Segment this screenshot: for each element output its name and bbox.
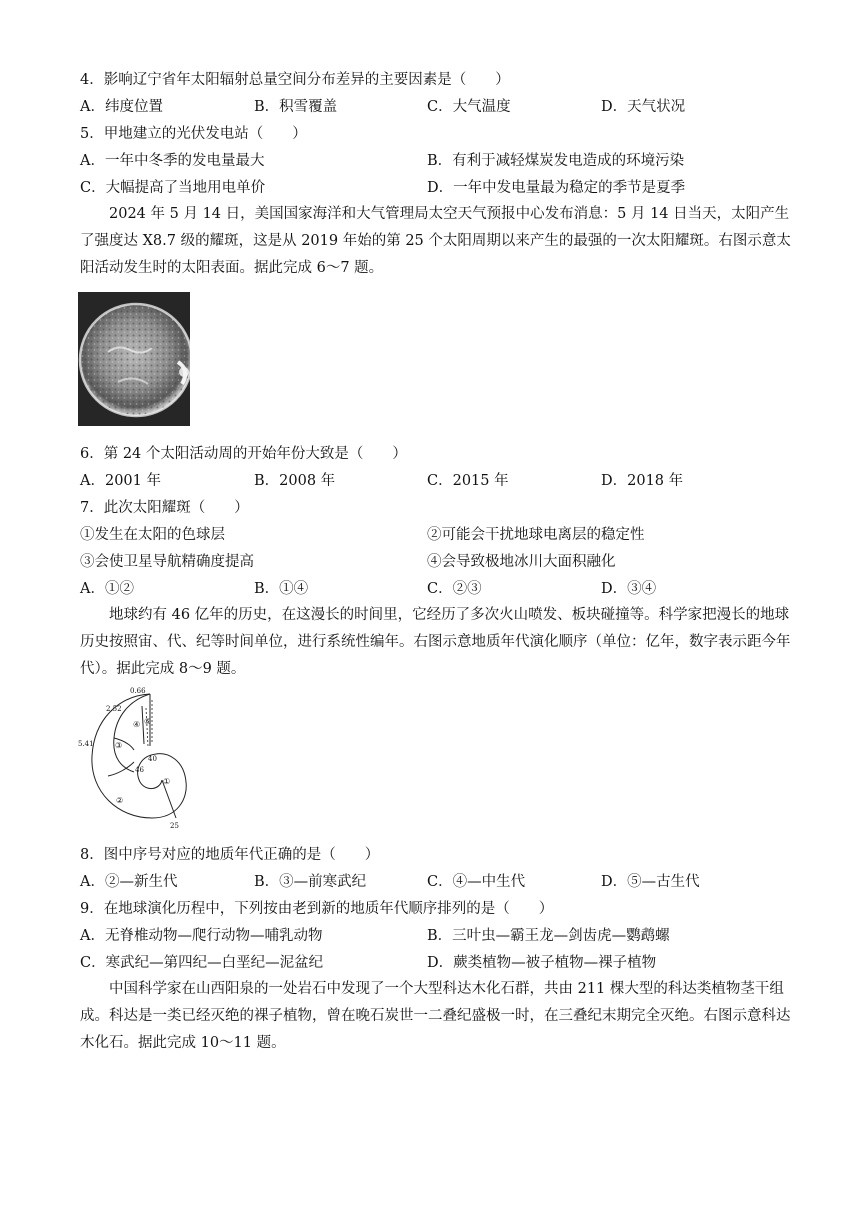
q4-option-b: B．积雪覆盖 xyxy=(254,99,338,115)
q6-option-a: A．2001 年 xyxy=(80,473,161,489)
spiral-label-5-41: 5.41 xyxy=(78,740,94,748)
spiral-region-1: ① xyxy=(163,777,171,786)
q9-option-d: D．蕨类植物—被子植物—裸子植物 xyxy=(427,955,657,971)
spiral-label-0-66: 0.66 xyxy=(130,687,146,695)
q6-stem: 6．第 24 个太阳活动周的开始年份大致是（ ） xyxy=(80,446,407,462)
spiral-region-2: ② xyxy=(116,796,124,805)
q7-statement-2: ②可能会干扰地球电离层的稳定性 xyxy=(427,527,645,543)
q7-option-d: D．③④ xyxy=(601,581,657,597)
q9-stem: 9．在地球演化历程中，下列按由老到新的地质年代顺序排列的是（ ） xyxy=(80,901,554,917)
geologic-spiral-diagram xyxy=(78,686,198,832)
q7-option-b: B．①④ xyxy=(254,581,309,597)
q4-option-c: C．大气温度 xyxy=(427,99,511,115)
spiral-region-4: ④ xyxy=(133,720,141,729)
q5-option-d: D．一年中发电量最为稳定的季节是夏季 xyxy=(427,180,686,196)
spiral-region-3: ③ xyxy=(115,741,123,750)
spiral-label-46: 46 xyxy=(135,766,144,774)
spiral-label-2-52: 2.52 xyxy=(106,705,122,713)
q8-stem: 8．图中序号对应的地质年代正确的是（ ） xyxy=(80,847,380,863)
q7-statement-4: ④会导致极地冰川大面积融化 xyxy=(427,554,616,570)
q4-option-a: A．纬度位置 xyxy=(80,99,163,115)
q5-option-c: C．大幅提高了当地用电单价 xyxy=(80,180,266,196)
q7-statement-1: ①发生在太阳的色球层 xyxy=(80,527,225,543)
spiral-label-40: 40 xyxy=(148,755,157,763)
q8-option-d: D．⑤—古生代 xyxy=(601,874,700,890)
q6-option-b: B．2008 年 xyxy=(254,473,336,489)
passage-geologic-history xyxy=(80,602,792,683)
q8-option-c: C．④—中生代 xyxy=(427,874,526,890)
spiral-region-5: ⑤ xyxy=(144,717,152,726)
q7-option-a: A．①② xyxy=(80,581,134,597)
q4-option-d: D．天气状况 xyxy=(601,99,686,115)
q5-option-b: B．有利于减轻煤炭发电造成的环境污染 xyxy=(427,153,685,169)
spiral-label-25: 25 xyxy=(170,822,179,830)
q8-option-b: B．③—前寒武纪 xyxy=(254,874,367,890)
q9-option-b: B．三叶虫—霸王龙—剑齿虎—鹦鹉螺 xyxy=(427,928,670,944)
q7-option-c: C．②③ xyxy=(427,581,482,597)
q7-stem: 7．此次太阳耀斑（ ） xyxy=(80,500,249,516)
sun-surface-image xyxy=(78,292,190,426)
passage-cordaites-fossil-text: 中国科学家在山西阳泉的一处岩石中发现了一个大型科达木化石群，共由 211 棵大型的科达类植物茎干组成。科达是一类已经灭绝的裸子植物，曾在晚石炭世一二叠纪盛极一时，在三叠纪末期完全灭绝。右图示意科达木化石。据此完成 10～11 题。 xyxy=(80,981,791,1051)
q7-statement-3: ③会使卫星导航精确度提高 xyxy=(80,554,254,570)
q4-stem: 4．影响辽宁省年太阳辐射总量空间分布差异的主要因素是（ ） xyxy=(80,72,510,88)
q5-option-a: A．一年中冬季的发电量最大 xyxy=(80,153,265,169)
q6-option-d: D．2018 年 xyxy=(601,473,684,489)
passage-solar-flare-text: 2024 年 5 月 14 日，美国国家海洋和大气管理局太空天气预报中心发布消息：5 月 14 日当天，太阳产生了强度达 X8.7 级的耀斑，这是从 2019 年始的第 25 个太阳周期以来产生的最强的一次太阳耀斑。右图示意太阳活动发生时的太阳表面。据此完成 6～7 题。 xyxy=(80,206,791,276)
passage-cordaites-fossil xyxy=(80,976,792,1057)
q6-option-c: C．2015 年 xyxy=(427,473,509,489)
q5-stem: 5．甲地建立的光伏发电站（ ） xyxy=(80,126,307,142)
q9-option-a: A．无脊椎动物—爬行动物—哺乳动物 xyxy=(80,928,323,944)
q9-option-c: C．寒武纪—第四纪—白垩纪—泥盆纪 xyxy=(80,955,324,971)
q8-option-a: A．②—新生代 xyxy=(80,874,178,890)
passage-geologic-history-text: 地球约有 46 亿年的历史，在这漫长的时间里，它经历了多次火山喷发、板块碰撞等。科学家把漫长的地球历史按照宙、代、纪等时间单位，进行系统性编年。右图示意地质年代演化顺序（单位：亿年，数字表示距今年代）。据此完成 8～9 题。 xyxy=(80,607,791,677)
passage-solar-flare xyxy=(80,201,792,282)
